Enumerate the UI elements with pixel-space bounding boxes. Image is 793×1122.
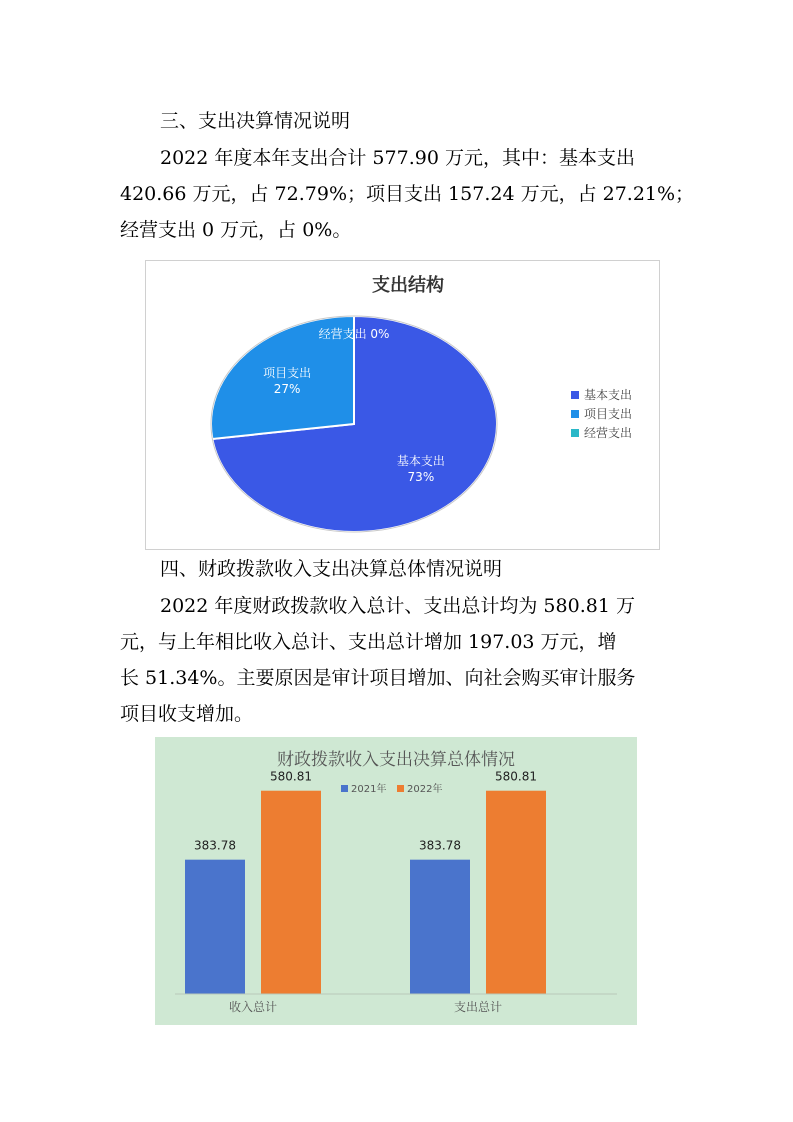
section3-line-3: 经营支出 0 万元，占 0%。: [120, 219, 352, 241]
bar-value-2-2: 580.81: [495, 769, 537, 784]
bar-2-1: [261, 791, 321, 994]
pie-legend-swatch-1: [571, 391, 579, 399]
pie-value-2: 27%: [273, 382, 301, 397]
bar-category-1: 收入总计: [228, 1000, 278, 1014]
section4-line-1: 2022 年度财政拨款收入总计、支出总计均为 580.81 万: [160, 595, 635, 617]
pie-legend-label-3: 经营支出: [584, 426, 633, 440]
section4-paragraph: [120, 588, 680, 732]
pie-label-3: 经营支出 0%: [318, 327, 390, 341]
bar-value-1-1: 383.78: [194, 838, 236, 853]
section3-line-2: 420.66 万元，占 72.79%；项目支出 157.24 万元，占 27.21%；: [120, 183, 695, 205]
pie-label-1: 基本支出: [396, 453, 445, 468]
bar-value-2-1: 580.81: [270, 769, 312, 784]
pie-label-2: 项目支出: [263, 366, 312, 381]
pie-legend-label-2: 项目支出: [584, 407, 633, 421]
bar-legend-swatch-2: [397, 785, 404, 792]
pie-legend-swatch-3: [571, 429, 579, 437]
section4-line-2: 元，与上年相比收入总计、支出总计增加 197.03 万元，增: [120, 631, 617, 653]
section3-line-1: 2022 年度本年支出合计 577.90 万元，其中：基本支出: [160, 147, 635, 169]
section4-heading: 四、财政拨款收入支出决算总体情况说明: [160, 558, 503, 580]
bar-2-2: [486, 791, 546, 994]
bar-1-2: [410, 860, 470, 994]
bar-1-1: [185, 860, 245, 994]
bar-legend-label-2: 2022年: [407, 784, 443, 795]
pie-legend-swatch-2: [571, 410, 579, 418]
pie-value-1: 73%: [407, 469, 435, 484]
bar-chart-title: 财政拨款收入支出决算总体情况: [277, 750, 515, 770]
section3-paragraph: [120, 140, 695, 248]
bar-legend-swatch-1: [341, 785, 348, 792]
fiscal-bar-chart: [155, 737, 637, 1025]
expenditure-pie-chart: [145, 260, 660, 550]
section4-line-4: 项目收支增加。: [120, 703, 254, 725]
section4-line-3: 长 51.34%。主要原因是审计项目增加、向社会购买审计服务: [120, 667, 636, 689]
section3-heading: 三、支出决算情况说明: [160, 110, 351, 132]
bar-category-2: 支出总计: [453, 1000, 503, 1014]
pie-chart-title: 支出结构: [372, 275, 444, 296]
pie-legend-label-1: 基本支出: [584, 388, 633, 402]
bar-legend-label-1: 2021年: [351, 784, 387, 795]
bar-value-1-2: 383.78: [419, 838, 461, 853]
